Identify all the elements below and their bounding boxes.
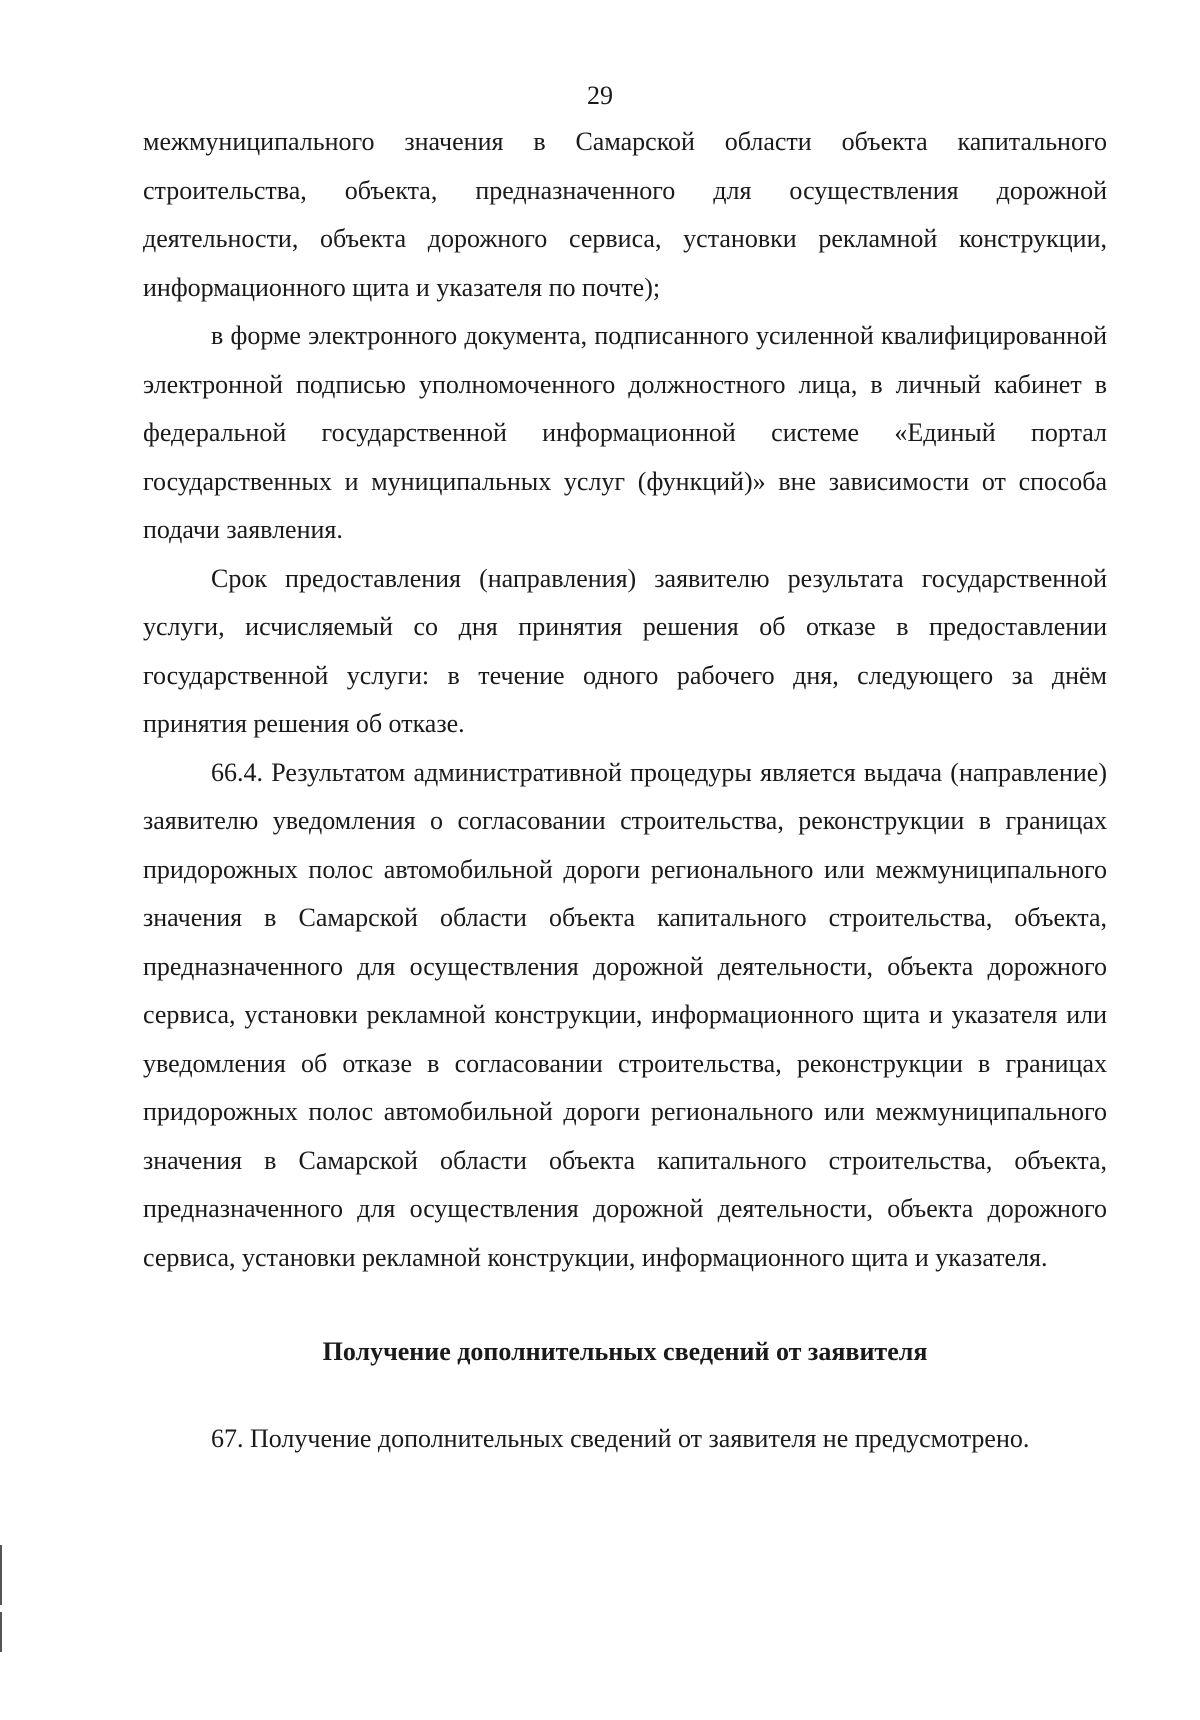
paragraph-66-4: 66.4. Результатом административной процедуры является выдача (направление) заявителю уведомления о согласовании строительства, реконструкции в границах придорожных полос автомобильной дороги регионального или межмуниципального значения в Самарской области объекта капитального строительства, объекта, предназначенного для осуществления дорожной деятельности, объекта дорожного сервиса, установки рекламной конструкции, информационного щита и указателя или уведомления об отказе в согласовании строительства, реконструкции в границах придорожных полос автомобильной дороги регионального или межмуниципального значения в Самарской области объекта капитального строительства, объекта, предназначенного для осуществления дорожной деятельности, объекта дорожного сервиса, установки рекламной конструкции, информационного щита и указателя.	[143, 757, 1107, 1272]
paragraph-67: 67. Получение дополнительных сведений от заявителя не предусмотрено.	[211, 1423, 1030, 1453]
scan-margin-mark	[0, 1612, 2, 1652]
scan-margin-mark	[0, 1545, 2, 1605]
paragraph-continuation: межмуниципального значения в Самарской области объекта капитального строительства, объекта, предназначенного для осуществления дорожной деятельности, объекта дорожного сервиса, установки рекламной конструкции, информационного щита и указателя по почте);	[143, 127, 1107, 302]
document-body	[143, 118, 1107, 1463]
page-number: 29	[587, 81, 613, 110]
section-heading: Получение дополнительных сведений от заявителя	[322, 1337, 928, 1366]
paragraph-result-deadline: Срок предоставления (направления) заявителю результата государственной услуги, исчисляемый со дня принятия решения об отказе в предоставлении государственной услуги: в течение одного рабочего дня, следующего за днём принятия решения об отказе.	[143, 563, 1107, 738]
paragraph-electronic-document: в форме электронного документа, подписанного усиленной квалифицированной электронной подписью уполномоченного должностного лица, в личный кабинет в федеральной государственной информационной системе «Единый портал государственных и муниципальных услуг (функций)» вне зависимости от способа подачи заявления.	[143, 321, 1107, 544]
